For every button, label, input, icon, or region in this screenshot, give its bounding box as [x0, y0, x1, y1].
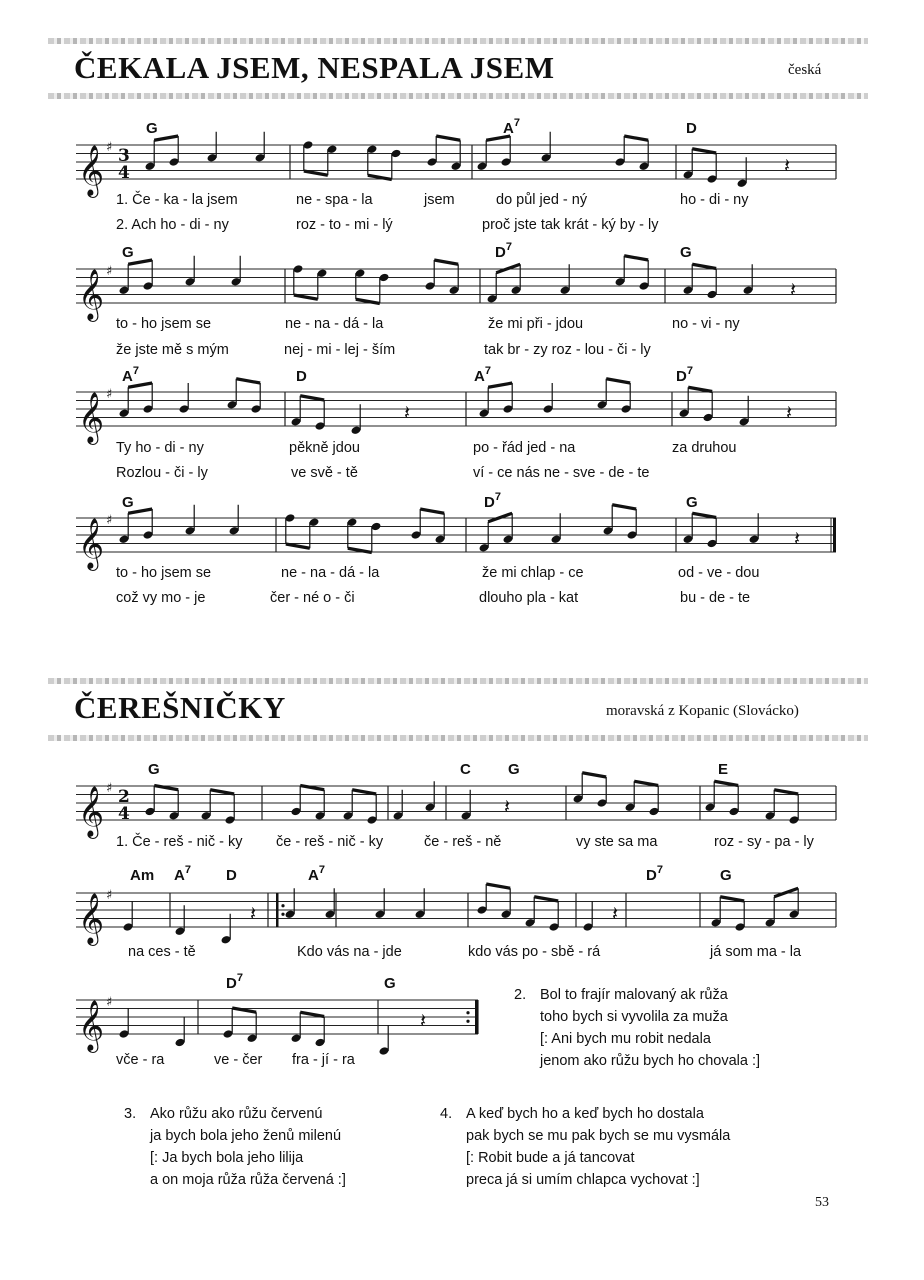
note-beam: [720, 897, 744, 901]
lyric: že mi při - jdou: [488, 316, 584, 332]
note-beam: [486, 884, 510, 888]
sharp-icon: ♯: [106, 140, 113, 155]
lyric: to - ho jsem se: [116, 565, 212, 581]
verse-number: 3.: [124, 1106, 137, 1122]
rest-icon: 𝄽: [404, 400, 411, 425]
lyric: já som ma - la: [710, 944, 802, 960]
lyric: ví - ce nás ne - sve - de - te: [473, 465, 650, 481]
note-beam: [714, 781, 738, 785]
page-number: 53: [815, 1195, 829, 1210]
lyric: vy ste sa ma: [576, 834, 658, 850]
chord-symbol: $D^7$: [495, 241, 512, 261]
lyric: pěkně jdou: [289, 440, 360, 456]
rest-icon: 𝄽: [612, 901, 619, 926]
lyric: ne - na - dá - la: [285, 316, 384, 332]
verse-number: 2.: [514, 987, 527, 1003]
lyric: na ces - tě: [128, 944, 196, 960]
note-beam: [286, 544, 310, 548]
verse-line: Ako růžu ako růžu červenú: [150, 1106, 323, 1122]
rest-icon: 𝄽: [250, 901, 257, 926]
lyric: fra - jí - ra: [292, 1052, 355, 1068]
note-beam: [488, 383, 512, 387]
chord-symbol: G: [146, 120, 158, 137]
note-beam: [210, 790, 234, 794]
chord-symbol: $D^7$: [646, 864, 663, 884]
note-beam: [420, 509, 444, 513]
note-beam: [612, 505, 636, 509]
rest-icon: 𝄽: [504, 794, 511, 819]
note-beam: [300, 396, 324, 400]
sharp-icon: ♯: [106, 264, 113, 279]
time-signature: 3: [118, 146, 130, 166]
note-beam: [688, 387, 712, 391]
note-beam: [154, 136, 178, 140]
verse-line: jenom ako růžu bych ho chovala :]: [540, 1053, 761, 1069]
lyric: po - řád jed - na: [473, 440, 576, 456]
verse-number: 4.: [440, 1106, 453, 1122]
note-beam: [606, 379, 630, 383]
lyric: nej - mi - lej - ším: [284, 342, 396, 358]
lyric: do půl jed - ný: [496, 192, 588, 208]
chord-symbol: G: [122, 494, 134, 511]
verse-line: a on moja růža růža červená :]: [150, 1172, 346, 1188]
lyric: Ty ho - di - ny: [116, 440, 204, 456]
verse: [440, 1103, 730, 1191]
lyric: ve - čer: [214, 1052, 263, 1068]
rest-icon: 𝄽: [794, 526, 801, 551]
lyric: 1. Če - reš - nič - ky: [116, 834, 243, 850]
note-beam: [300, 1012, 324, 1016]
note-beam: [294, 295, 318, 299]
note-beam: [436, 136, 460, 140]
sharp-icon: ♯: [106, 513, 113, 528]
chord-symbol: $A^7$: [474, 365, 491, 385]
lyric: že mi chlap - ce: [482, 565, 584, 581]
lyric: ne - spa - la: [296, 192, 373, 208]
song-origin: moravská z Kopanic (Slovácko): [606, 703, 799, 719]
treble-clef-icon: 𝄞: [78, 518, 105, 569]
note-beam: [582, 773, 606, 777]
lyric: což vy mo - je: [116, 590, 206, 606]
lyric: Kdo vás na - jde: [297, 944, 402, 960]
chord-symbol: $A^7$: [174, 864, 191, 884]
verse: [124, 1103, 346, 1191]
chord-symbol: G: [686, 494, 698, 511]
repeat-barline: [475, 1000, 478, 1034]
chord-symbol: G: [508, 761, 520, 778]
verse-line: preca já si umím chlapca vychovat :]: [466, 1172, 700, 1188]
chord-symbol: $D^7$: [484, 491, 501, 511]
lyric: tak br - zy roz - lou - či - ly: [484, 342, 651, 358]
repeat-dot: [466, 1011, 469, 1014]
verse-line: Bol to frajír malovaný ak růža: [540, 987, 728, 1003]
lyric: no - vi - ny: [672, 316, 740, 332]
treble-clef-icon: 𝄞: [78, 786, 105, 837]
note-beam: [624, 136, 648, 140]
verse-line: [: Ja bych bola jeho lilija: [150, 1150, 304, 1166]
lyric: čer - né o - či: [270, 590, 355, 606]
song-title: ČEKALA JSEM, NESPALA JSEM: [74, 50, 555, 85]
chord-symbol: D: [226, 867, 237, 884]
sharp-icon: ♯: [106, 888, 113, 903]
lyric: vče - ra: [116, 1052, 165, 1068]
chord-symbol: $D^7$: [676, 365, 693, 385]
lyric: 2. Ach ho - di - ny: [116, 217, 229, 233]
note-beam: [634, 781, 658, 785]
note-beam: [352, 790, 376, 794]
note-beam: [304, 171, 328, 175]
lyric: dlouho pla - kat: [479, 590, 579, 606]
chord-symbol: C: [460, 761, 471, 778]
rest-icon: 𝄽: [790, 277, 797, 302]
lyric: 1. Če - ka - la jsem: [116, 192, 238, 208]
note-beam: [692, 149, 716, 153]
repeat-dot: [281, 904, 284, 907]
song-origin: česká: [788, 62, 822, 78]
treble-clef-icon: 𝄞: [78, 145, 105, 196]
note-beam: [774, 790, 798, 794]
chord-symbol: G: [720, 867, 732, 884]
verse-line: [: Robit bude a já tancovat: [466, 1150, 635, 1166]
note-beam: [434, 260, 458, 264]
lyric: roz - sy - pa - ly: [714, 834, 814, 850]
chord-symbol: Am: [130, 867, 155, 884]
time-signature: 4: [118, 804, 130, 824]
repeat-dot: [281, 913, 284, 916]
time-signature: 2: [118, 787, 130, 807]
treble-clef-icon: 𝄞: [78, 1000, 105, 1051]
time-signature: 4: [118, 163, 130, 183]
lyric: če - reš - nič - ky: [276, 834, 384, 850]
treble-clef-icon: 𝄞: [78, 269, 105, 320]
sharp-icon: ♯: [106, 995, 113, 1010]
chord-symbol: G: [148, 761, 160, 778]
chord-symbol: E: [718, 761, 729, 778]
verse-line: toho bych si vyvolila za muža: [540, 1009, 728, 1025]
note-beam: [692, 264, 716, 268]
lyric: za druhou: [672, 440, 737, 456]
chord-symbol: G: [384, 975, 396, 992]
rest-icon: 𝄽: [420, 1008, 427, 1033]
lyric: to - ho jsem se: [116, 316, 212, 332]
verse-line: ja bych bola jeho ženů milenú: [150, 1128, 342, 1144]
lyric: proč jste tak krát - ký by - ly: [482, 217, 659, 233]
lyric: ve svě - tě: [291, 465, 358, 481]
rest-icon: 𝄽: [784, 153, 791, 178]
treble-clef-icon: 𝄞: [78, 392, 105, 443]
note-beam: [624, 256, 648, 260]
lyric: od - ve - dou: [678, 565, 760, 581]
note-beam: [692, 513, 716, 517]
lyric: že jste mě s mým: [116, 342, 229, 358]
sharp-icon: ♯: [106, 781, 113, 796]
final-barline: [833, 518, 836, 552]
lyric: ho - di - ny: [680, 192, 749, 208]
lyric: kdo vás po - sbě - rá: [468, 944, 601, 960]
verse-line: pak bych se mu pak bych se mu vysmála: [466, 1128, 731, 1144]
note-beam: [534, 897, 558, 901]
chord-symbol: D: [686, 120, 697, 137]
song-title: ČEREŠNIČKY: [74, 690, 286, 725]
verse: [514, 984, 760, 1072]
lyric: ne - na - dá - la: [281, 565, 380, 581]
lyric: bu - de - te: [680, 590, 751, 606]
repeat-dot: [466, 1020, 469, 1023]
repeat-barline: [276, 893, 279, 927]
lyric: roz - to - mi - lý: [296, 217, 393, 233]
note-beam: [236, 379, 260, 383]
chord-symbol: $A^7$: [503, 117, 520, 137]
verse-line: A keď bych ho a keď bych ho dostala: [466, 1106, 704, 1122]
rest-icon: 𝄽: [786, 400, 793, 425]
chord-symbol: D: [296, 368, 307, 385]
chord-symbol: G: [122, 244, 134, 261]
verse-line: [: Ani bych mu robit nedala: [540, 1031, 711, 1047]
chord-symbol: $D^7$: [226, 972, 243, 992]
lyric: Rozlou - či - ly: [116, 465, 208, 481]
sharp-icon: ♯: [106, 387, 113, 402]
treble-clef-icon: 𝄞: [78, 893, 105, 944]
lyric: jsem: [424, 192, 455, 208]
lyric: če - reš - ně: [424, 834, 502, 850]
chord-symbol: $A^7$: [122, 365, 139, 385]
chord-symbol: $A^7$: [308, 864, 325, 884]
chord-symbol: G: [680, 244, 692, 261]
